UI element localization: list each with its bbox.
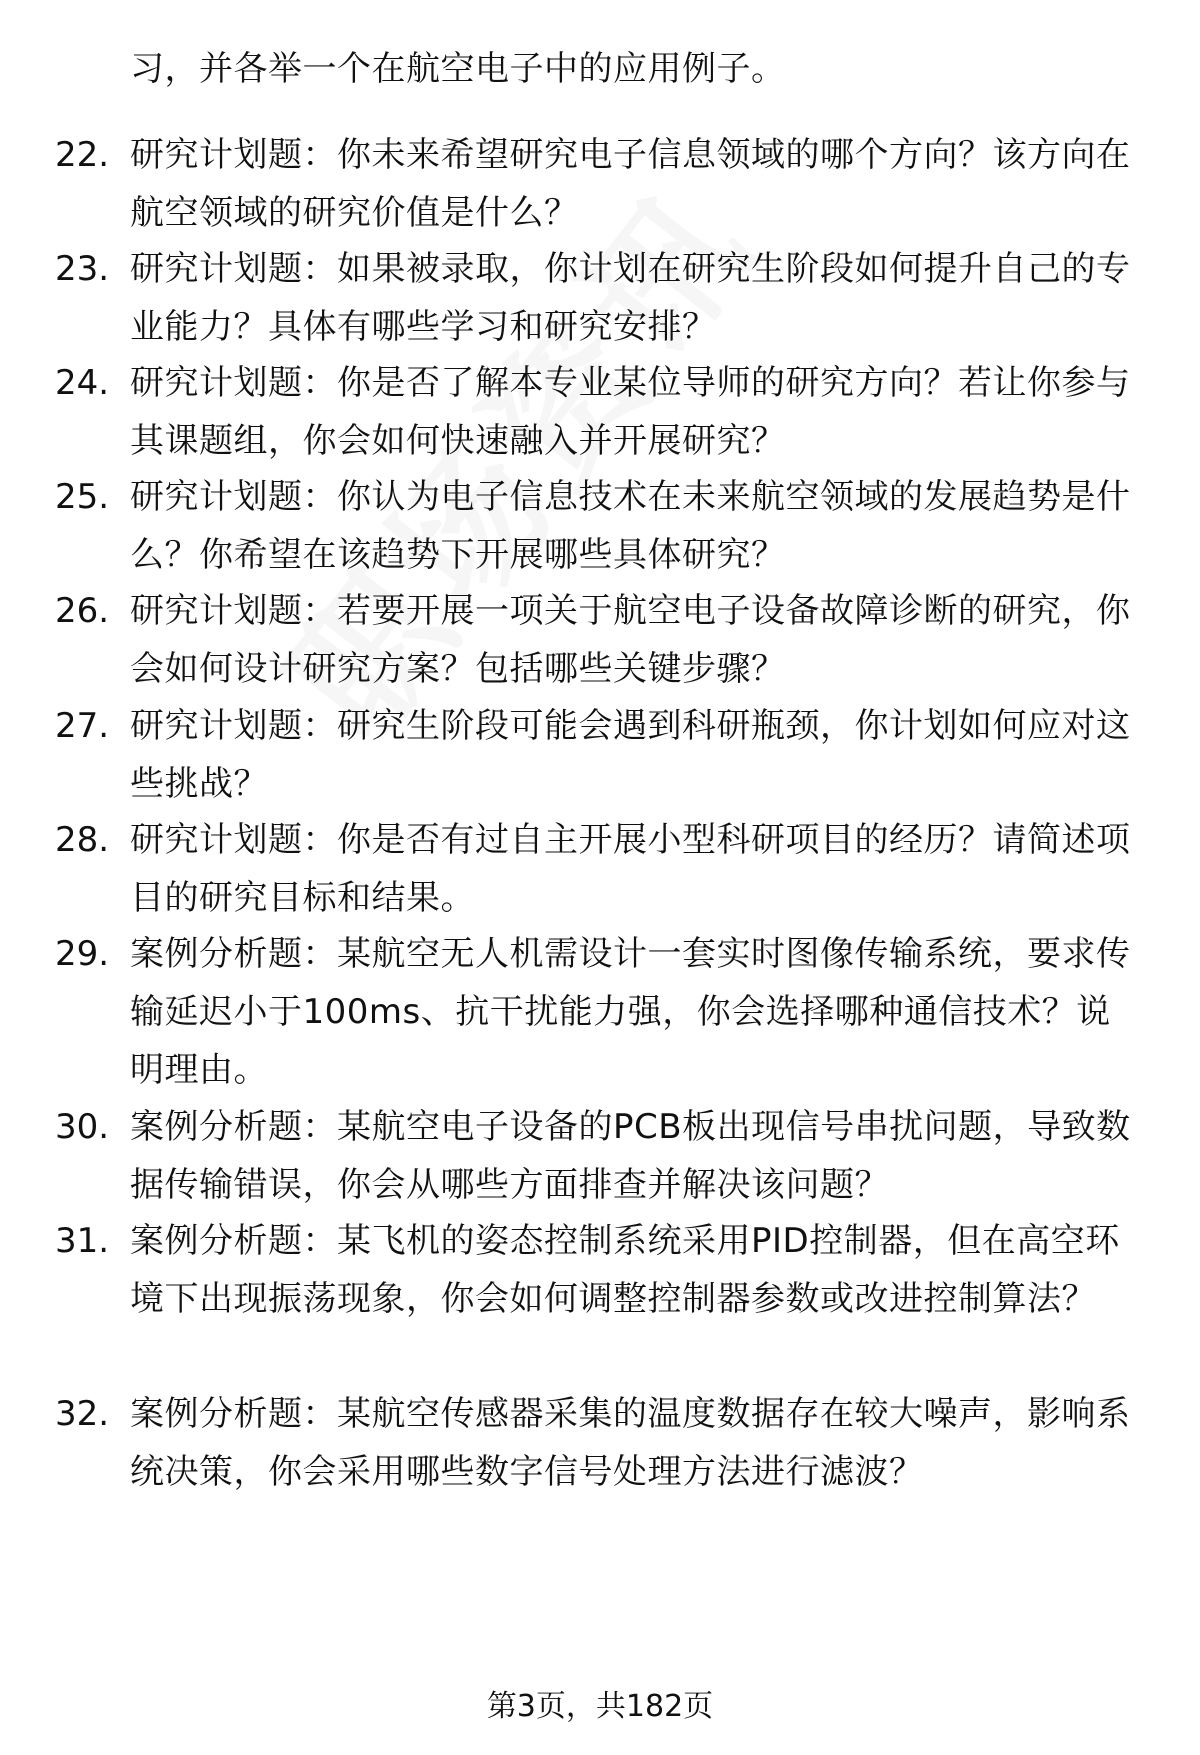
- question-number: 31.: [55, 1221, 110, 1261]
- question-text: 案例分析题：某飞机的姿态控制系统采用PID控制器，但在高空环境下出现振荡现象，你会如何调整控制器参数或改进控制算法？: [130, 1221, 1120, 1319]
- question-number: 25.: [55, 477, 110, 517]
- question-text: 研究计划题：如果被录取，你计划在研究生阶段如何提升自己的专业能力？具体有哪些学习和研究安排？: [130, 249, 1131, 347]
- question-text: 研究计划题：你未来希望研究电子信息领域的哪个方向？该方向在航空领域的研究价值是什么？: [130, 135, 1131, 233]
- question-number: 28.: [55, 820, 110, 860]
- question-text: 研究计划题：研究生阶段可能会遇到科研瓶颈，你计划如何应对这些挑战？: [130, 706, 1131, 804]
- question-number: 27.: [55, 706, 110, 746]
- page-footer: 第3页，共182页: [486, 1689, 714, 1724]
- question-text: 研究计划题：若要开展一项关于航空电子设备故障诊断的研究，你会如何设计研究方案？包括哪些关键步骤？: [130, 591, 1131, 689]
- question-text: 研究计划题：你认为电子信息技术在未来航空领域的发展趋势是什么？你希望在该趋势下开展哪些具体研究？: [130, 477, 1131, 575]
- question-text: 案例分析题：某航空无人机需设计一套实时图像传输系统，要求传输延迟小于100ms、抗干扰能力强，你会选择哪种通信技术？说明理由。: [130, 934, 1131, 1090]
- continuation-text: 习，并各举一个在航空电子中的应用例子。: [130, 49, 786, 89]
- question-number: 24.: [55, 363, 110, 403]
- question-number: 23.: [55, 249, 110, 289]
- question-text: 案例分析题：某航空电子设备的PCB板出现信号串扰问题，导致数据传输错误，你会从哪些方面排查并解决该问题？: [130, 1107, 1131, 1205]
- question-number: 32.: [55, 1394, 110, 1434]
- question-text: 研究计划题：你是否有过自主开展小型科研项目的经历？请简述项目的研究目标和结果。: [130, 820, 1131, 918]
- question-number: 22.: [55, 135, 110, 175]
- question-text: 研究计划题：你是否了解本专业某位导师的研究方向？若让你参与其课题组，你会如何快速融入并开展研究？: [130, 363, 1131, 461]
- question-text: 案例分析题：某航空传感器采集的温度数据存在较大噪声，影响系统决策，你会采用哪些数字信号处理方法进行滤波？: [130, 1394, 1131, 1492]
- question-number: 29.: [55, 934, 110, 974]
- question-number: 30.: [55, 1107, 110, 1147]
- question-number: 26.: [55, 591, 110, 631]
